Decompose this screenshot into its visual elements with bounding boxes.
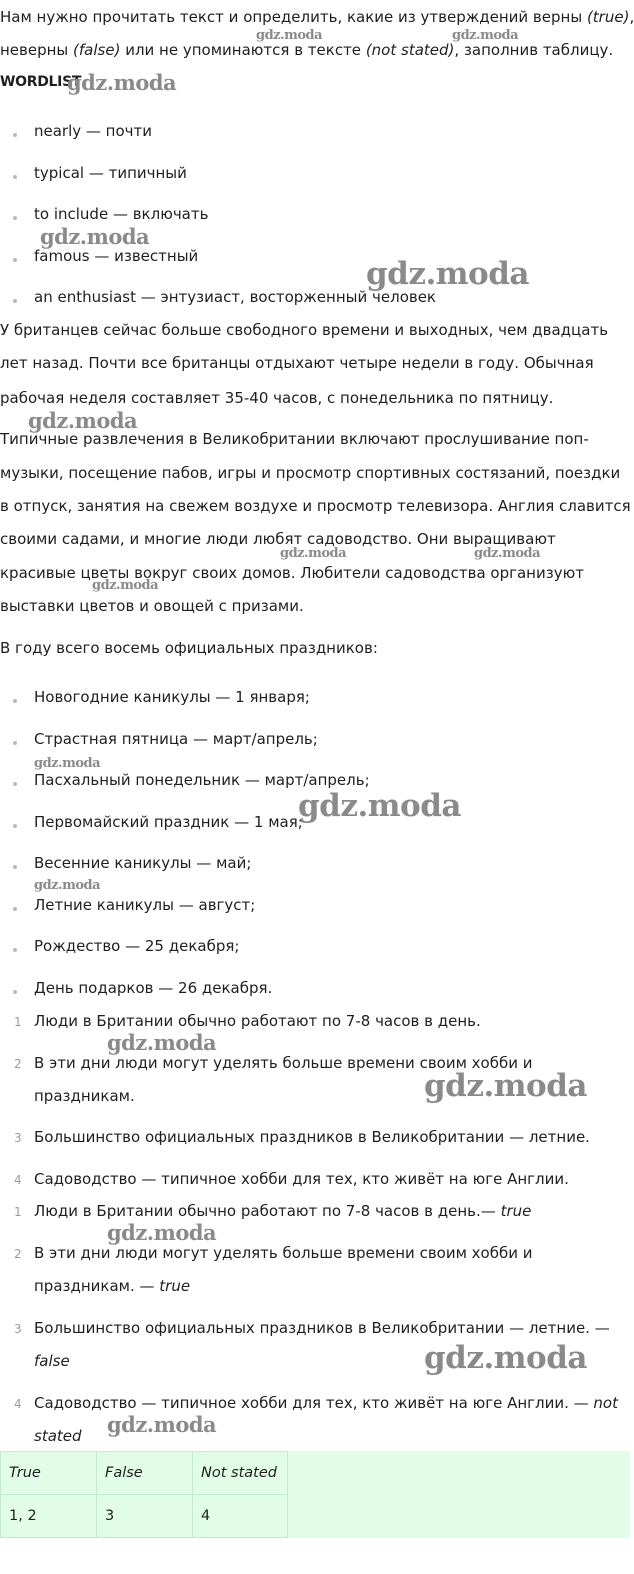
text-line: музыки, посещение пабов, игры и просмотр спортивных состязаний, поездки	[0, 464, 621, 482]
bullet	[13, 133, 17, 137]
wordlist-item: to include — включать	[34, 205, 209, 223]
statement-number: 2	[14, 1057, 22, 1071]
text-line: красивые цветы вокруг своих домов. Любители садоводства организуют	[0, 564, 584, 582]
text-line: рабочая неделя составляет 35-40 часов, с понедельника по пятницу.	[0, 389, 554, 407]
statement-number: 1	[14, 1015, 22, 1029]
intro-line-1: Нам нужно прочитать текст и определить, какие из утверждений верны (true),	[0, 8, 634, 26]
watermark: gdz.moda	[298, 788, 461, 824]
watermark: gdz.moda	[107, 1412, 217, 1437]
holiday-item: Страстная пятница — март/апрель;	[34, 730, 318, 748]
answer-number: 1	[14, 1205, 22, 1219]
watermark: gdz.moda	[28, 408, 138, 433]
holiday-item: Весенние каникулы — май;	[34, 854, 252, 872]
holiday-item: День подарков — 26 декабря.	[34, 979, 273, 997]
answer-4: Садоводство — типичное хобби для тех, кто живёт на юге Англии. — not	[34, 1394, 618, 1412]
text-line: В году всего восемь официальных праздников:	[0, 639, 378, 657]
watermark: gdz.moda	[280, 546, 347, 561]
answer-4-value: stated	[34, 1427, 82, 1445]
text-line: в отпуск, занятия на свежем воздухе и просмотр телевизора. Англия славится	[0, 497, 631, 515]
table-header: True	[1, 1452, 97, 1495]
table-empty-cell	[288, 1495, 630, 1538]
wordlist-item: famous — известный	[34, 247, 199, 265]
bullet	[13, 216, 17, 220]
table-empty-cell	[288, 1452, 630, 1495]
statement-number: 4	[14, 1173, 22, 1187]
watermark: gdz.moda	[34, 756, 101, 771]
text-line: лет назад. Почти все британцы отдыхают четыре недели в году. Обычная	[0, 354, 594, 372]
holiday-item: Летние каникулы — август;	[34, 896, 256, 914]
table-header: Not stated	[193, 1452, 288, 1495]
bullet	[13, 824, 17, 828]
watermark: gdz.moda	[107, 1030, 217, 1055]
holiday-item: Рождество — 25 декабря;	[34, 937, 240, 955]
statement-2-cont: праздникам.	[34, 1087, 135, 1105]
answer-2-cont: праздникам. — true	[34, 1277, 191, 1295]
bullet	[13, 699, 17, 703]
bullet	[13, 258, 17, 262]
wordlist-heading: WORDLIST	[0, 74, 82, 90]
answer-2: В эти дни люди могут уделять больше времени своим хобби и	[34, 1244, 533, 1262]
text-line: У британцев сейчас больше свободного времени и выходных, чем двадцать	[0, 321, 609, 339]
watermark: gdz.moda	[92, 578, 159, 593]
bullet	[13, 741, 17, 745]
bullet	[13, 299, 17, 303]
answer-number: 2	[14, 1247, 22, 1261]
watermark: gdz.moda	[452, 28, 519, 43]
watermark: gdz.moda	[40, 224, 150, 249]
answer-number: 3	[14, 1322, 22, 1336]
watermark: gdz.moda	[34, 878, 101, 893]
answer-3: Большинство официальных праздников в Великобритании — летние. —	[34, 1319, 610, 1337]
watermark: gdz.moda	[67, 70, 177, 95]
table-cell: 3	[97, 1495, 193, 1538]
bullet	[13, 907, 17, 911]
intro-line-2: неверны (false) или не упоминаются в тексте (not stated), заполнив таблицу.	[0, 41, 614, 59]
watermark: gdz.moda	[107, 1220, 217, 1245]
wordlist-item: nearly — почти	[34, 122, 153, 140]
table-cell: 1, 2	[1, 1495, 97, 1538]
answer-3-value: false	[34, 1352, 70, 1370]
watermark: gdz.moda	[256, 28, 323, 43]
wordlist-item: typical — типичный	[34, 164, 187, 182]
watermark: gdz.moda	[366, 256, 529, 292]
text-line: выставки цветов и овощей с призами.	[0, 597, 304, 615]
bullet	[13, 948, 17, 952]
holiday-item: Новогодние каникулы — 1 января;	[34, 688, 310, 706]
bullet	[13, 175, 17, 179]
watermark: gdz.moda	[424, 1068, 587, 1104]
statement-3: Большинство официальных праздников в Великобритании — летние.	[34, 1128, 590, 1146]
wordlist-item: an enthusiast — энтузиаст, восторженный человек	[34, 288, 436, 306]
bullet	[13, 782, 17, 786]
statement-1: Люди в Британии обычно работают по 7-8 часов в день.	[34, 1012, 481, 1030]
table-header: False	[97, 1452, 193, 1495]
table-header-row	[1, 1452, 630, 1495]
text-line: Типичные развлечения в Великобритании включают прослушивание поп-	[0, 430, 589, 448]
holiday-item: Первомайский праздник — 1 мая;	[34, 813, 303, 831]
answer-1: Люди в Британии обычно работают по 7-8 часов в день.— true	[34, 1202, 532, 1220]
text-line: своими садами, и многие люди любят садоводство. Они выращивают	[0, 530, 556, 548]
watermark: gdz.moda	[474, 546, 541, 561]
statement-4: Садоводство — типичное хобби для тех, кто живёт на юге Англии.	[34, 1170, 569, 1188]
answer-table	[0, 1451, 630, 1538]
table-cell: 4	[193, 1495, 288, 1538]
bullet	[13, 865, 17, 869]
watermark: gdz.moda	[424, 1340, 587, 1376]
statement-2: В эти дни люди могут уделять больше времени своим хобби и	[34, 1054, 533, 1072]
answer-number: 4	[14, 1397, 22, 1411]
statement-number: 3	[14, 1131, 22, 1145]
bullet	[13, 990, 17, 994]
holiday-item: Пасхальный понедельник — март/апрель;	[34, 771, 370, 789]
table-row	[1, 1495, 630, 1538]
